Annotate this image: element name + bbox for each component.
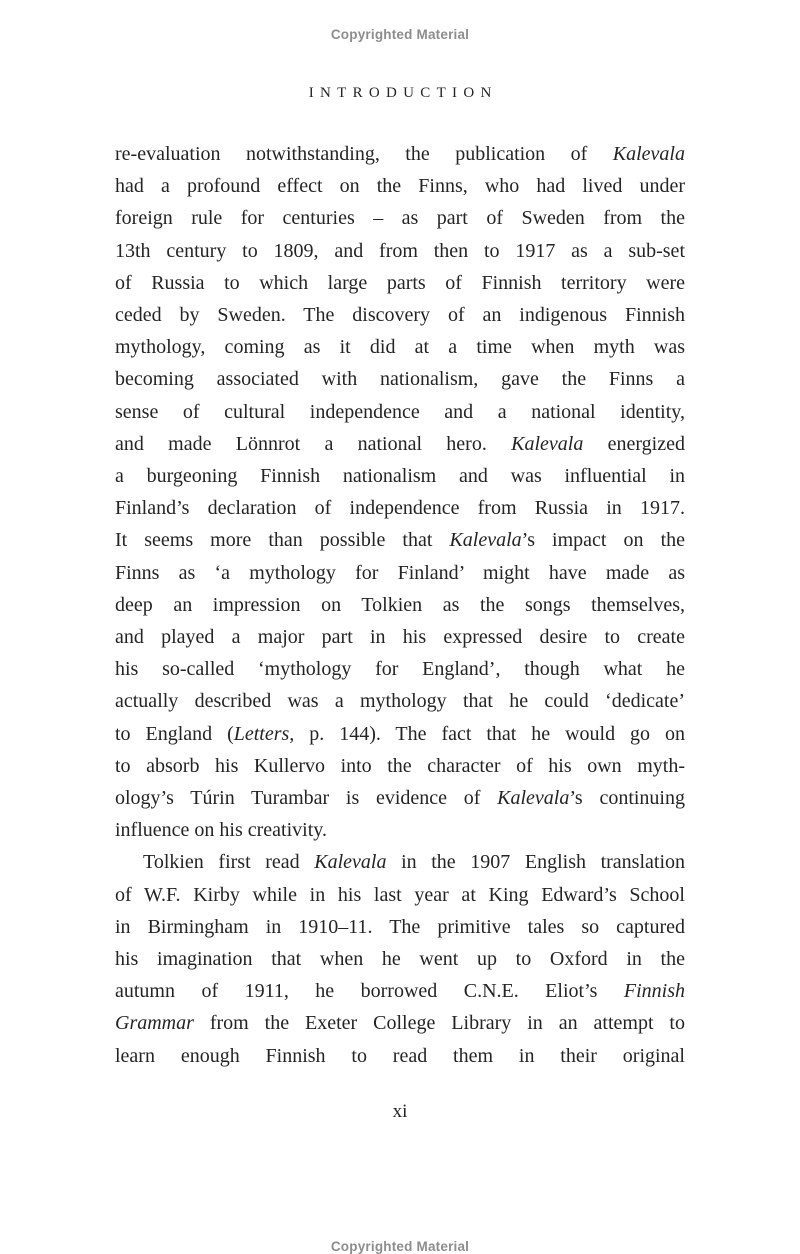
copyright-notice-bottom: Copyrighted Material (330, 1239, 470, 1254)
page-number: xi (392, 1101, 408, 1122)
body-text (115, 138, 685, 1072)
text-line: Finland’s declaration of independence from Russia in 1917. (115, 497, 685, 520)
paragraph (115, 846, 685, 1071)
text-line: to absorb his Kullervo into the character of his own myth- (115, 754, 685, 777)
text-line: Tolkien first read Kalevala in the 1907 English translation (143, 851, 685, 874)
text-line: of W.F. Kirby while in his last year at King Edward’s School (115, 883, 685, 906)
text-line: actually described was a mythology that he could ‘dedicate’ (115, 690, 685, 713)
text-line: had a profound effect on the Finns, who had lived under (115, 175, 685, 198)
text-line: his so-called ‘mythology for England’, though what he (115, 658, 685, 681)
text-line: a burgeoning Finnish nationalism and was influential in (115, 465, 685, 488)
text-line: It seems more than possible that Kalevala’s impact on the (115, 529, 686, 552)
text-line: in Birmingham in 1910–11. The primitive tales so captured (115, 915, 685, 938)
text-line: becoming associated with nationalism, gave the Finns a (115, 368, 685, 391)
copyright-notice-top: Copyrighted Material (330, 27, 470, 42)
section-title: INTRODUCTION (308, 85, 498, 101)
text-line: learn enough Finnish to read them in their original (115, 1044, 685, 1067)
text-line: re-evaluation notwithstanding, the publication of Kalevala (115, 143, 685, 165)
text-line: ology’s Túrin Turambar is evidence of Kalevala’s continuing (115, 787, 685, 810)
text-line: sense of cultural independence and a national identity, (115, 400, 685, 423)
text-line: influence on his creativity. (115, 819, 327, 842)
text-line: deep an impression on Tolkien as the songs themselves, (115, 593, 685, 616)
text-line: of Russia to which large parts of Finnish territory were (115, 271, 685, 294)
text-line: and made Lönnrot a national hero. Kalevala energized (115, 432, 685, 455)
text-line: ceded by Sweden. The discovery of an indigenous Finnish (115, 304, 685, 327)
text-line: foreign rule for centuries – as part of Sweden from the (115, 207, 685, 230)
text-line: autumn of 1911, he borrowed C.N.E. Eliot’s Finnish (115, 980, 685, 1003)
text-line: mythology, coming as it did at a time when myth was (115, 336, 685, 359)
paragraph (115, 138, 685, 846)
text-line: to England (Letters, p. 144). The fact that he would go on (115, 722, 685, 745)
text-line: and played a major part in his expressed desire to create (115, 626, 685, 649)
text-line: Finns as ‘a mythology for Finland’ might have made as (115, 561, 685, 584)
text-line: his imagination that when he went up to Oxford in the (115, 948, 685, 971)
text-line: 13th century to 1809, and from then to 1917 as a sub-set (115, 239, 685, 262)
text-line: Grammar from the Exeter College Library in an attempt to (115, 1012, 685, 1035)
